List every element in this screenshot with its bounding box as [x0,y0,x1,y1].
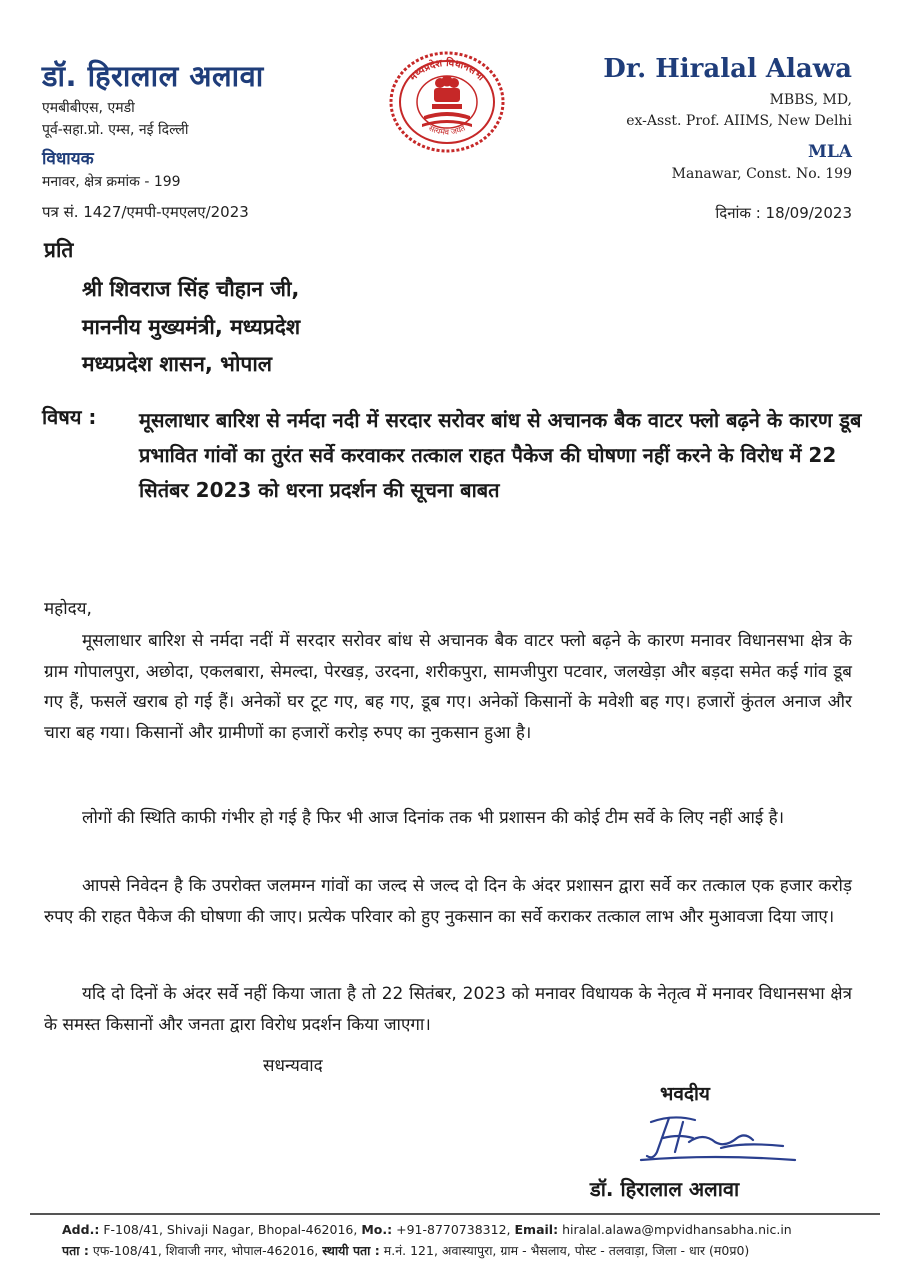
footer-address: F-108/41, Shivaji Nagar, Bhopal-462016, [103,1222,358,1237]
body-paragraph [44,626,852,748]
letter-number: पत्र सं. 1427/एमपी-एमएलए/2023 [42,203,249,221]
letterhead-hindi-name: डॉ. हिरालाल अलावा [42,59,264,93]
footer-mobile-label: Mo.: [361,1222,393,1237]
handwritten-signature-icon [633,1108,803,1168]
salutation: महोदय, [44,599,92,619]
footer-permanent-address: म.नं. 121, अवास्यापुरा, ग्राम - भैसलाय, पोस्ट - तलवाड़ा, जिला - धार (म0प्र0) [383,1243,750,1258]
seal-top-text: मध्यप्रदेश विधानसभा [407,57,487,84]
recipient-label: प्रति [44,238,74,262]
closing-yours: भवदीय [660,1083,710,1105]
body-paragraph [44,871,852,932]
seal-bottom-text: सत्यमेव जयते [427,123,467,137]
signer-name: डॉ. हिरालाल अलावा [590,1177,740,1201]
footer-email: hiralal.alawa@mpvidhansabha.nic.in [562,1222,792,1237]
letterhead-english-former: ex-Asst. Prof. AIIMS, New Delhi [626,113,852,129]
letterhead-hindi-designation: विधायक [42,149,94,169]
letterhead-hindi-degree: एमबीबीएस, एमडी [42,100,135,116]
footer-email-label: Email: [514,1222,559,1237]
subject-label: विषय : [42,405,97,429]
letterhead-hindi-constituency: मनावर, क्षेत्र क्रमांक - 199 [42,174,181,190]
body-paragraph-text: मूसलाधार बारिश से नर्मदा नदीं में सरदार सरोवर बांध से अचानक बैक वाटर फ्लो बढ़ने के कारण मनावर विधानसभा क्षेत्र के ग्राम गोपालपुरा, अछोदा, एकलबारा, सेमल्दा, पेरखड़, उरदना, शरीकपुरा, सामजीपुरा पटवार, जलखेड़ा और बड़दा समेत कई गांव डूब गए हैं, फसलें खराब हो गई हैं। अनेकों घर टूट गए, बह गए, डूब गए। अनेकों किसानों के मवेशी बह गए। हजारों कुंतल अनाज और चारा बह गया। किसानों और ग्रामीणों का हजारों करोड़ रुपए का नुकसान हुआ है। [44,631,852,743]
body-paragraph [44,979,852,1040]
footer-hindi-address: एफ-108/41, शिवाजी नगर, भोपाल-462016, [92,1243,319,1258]
recipient-line: मध्यप्रदेश शासन, भोपाल [82,352,272,376]
letterhead-english-name: Dr. Hiralal Alawa [603,54,852,84]
footer-english-address [62,1222,792,1237]
subject-text: मूसलाधार बारिश से नर्मदा नदी में सरदार सरोवर बांध से अचानक बैक वाटर फ्लो बढ़ने के कारण डूब प्रभावित गांवों का तुरंत सर्वे करवाकर तत्काल राहत पैकेज की घोषणा नहीं करने के विरोध में 22 सितंबर 2023 को धरना प्रदर्शन की सूचना बाबत [139,408,862,502]
letter-date: दिनांक : 18/09/2023 [715,204,852,222]
footer-address-label: Add.: [62,1222,100,1237]
body-paragraph-text: आपसे निवेदन है कि उपरोक्त जलमग्न गांवों का जल्द से जल्द दो दिन के अंदर प्रशासन द्वारा सर्वे कर तत्काल एक हजार करोड़ रुपए की राहत पैकेज की घोषणा की जाए। प्रत्येक परिवार को हुए नुकसान का सर्वे कराकर तत्काल लाभ और मुआवजा दिया जाए। [44,876,852,927]
recipient-line: श्री शिवराज सिंह चौहान जी, [82,277,300,301]
closing-thanks: सधन्यवाद [263,1056,323,1076]
recipient-line: माननीय मुख्यमंत्री, मध्यप्रदेश [82,315,301,339]
svg-text:सत्यमेव जयते [427,122,467,136]
footer-divider [30,1213,880,1215]
letterhead-english-designation: MLA [808,142,852,162]
body-paragraph-text: यदि दो दिनों के अंदर सर्वे नहीं किया जाता है तो 22 सितंबर, 2023 को मनावर विधायक के नेतृत्व में मनावर विधानसभा क्षेत्र के समस्त किसानों और जनता द्वारा विरोध प्रदर्शन किया जाएगा। [44,984,852,1035]
letterhead-english-degree: MBBS, MD, [769,92,852,108]
footer-hindi-address [62,1242,749,1259]
footer-hindi-address-label: पता : [62,1243,89,1258]
footer-mobile: +91-8770738312, [396,1222,511,1237]
footer-permanent-address-label: स्थायी पता : [322,1243,380,1258]
vidhan-sabha-seal-icon [388,50,506,154]
letterhead-english-constituency: Manawar, Const. No. 199 [671,166,852,182]
letterhead-hindi-former: पूर्व-सहा.प्रो. एम्स, नई दिल्ली [42,122,189,138]
body-paragraph [44,803,852,834]
body-paragraph-text: लोगों की स्थिति काफी गंभीर हो गई है फिर भी आज दिनांक तक भी प्रशासन की कोई टीम सर्वे के लिए नहीं आई है। [82,808,785,828]
